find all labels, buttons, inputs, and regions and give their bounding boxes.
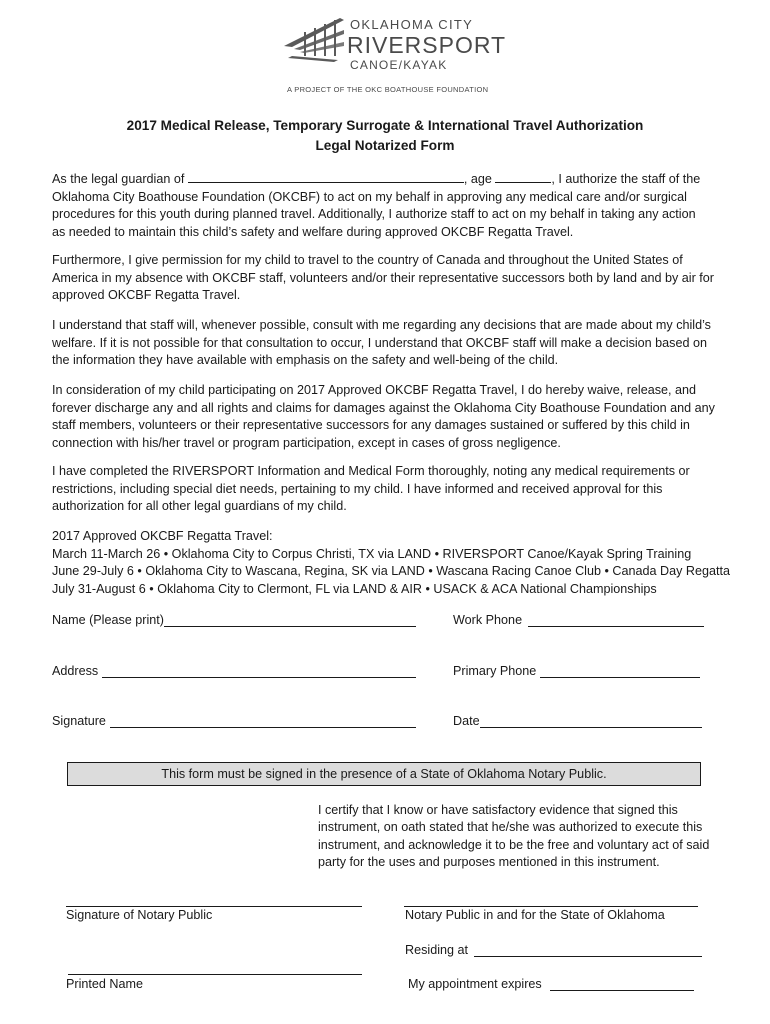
paragraph-line: restrictions, including special diet needs, pertaining to my child. I have informed and received approval for this [52, 481, 663, 496]
date-input-line[interactable] [480, 714, 702, 728]
address-input-line[interactable] [102, 664, 416, 678]
name-label: Name (Please print) [52, 613, 164, 627]
paragraph-staff-consultation [52, 317, 722, 370]
travel-item: June 29-July 6 • Oklahoma City to Wascana, Regina, SK via LAND • Wascana Racing Canoe Club • Canada Day Regatta [52, 564, 730, 579]
notary-certification [318, 802, 738, 872]
text: As the legal guardian of [52, 172, 185, 186]
logo-line-3: CANOE/KAYAK [350, 58, 448, 72]
paragraph-line: I have completed the RIVERSPORT Information and Medical Form thoroughly, noting any medical requirements or [52, 464, 690, 478]
paragraph-line: forever discharge any and all rights and claims for damages against the Oklahoma City Boathouse Foundation and any [52, 400, 715, 415]
residing-at-input-line[interactable] [474, 943, 702, 957]
work-phone-input-line[interactable] [528, 613, 704, 627]
paragraph-line: America in my absence with OKCBF staff, volunteers and/or their representative successors both by land and by air for [52, 270, 714, 285]
form-title: 2017 Medical Release, Temporary Surrogate & International Travel Authorization [126, 118, 644, 133]
address-field [52, 664, 416, 678]
date-field [453, 714, 702, 728]
signature-label: Signature [52, 714, 106, 728]
signature-field [52, 714, 416, 728]
text: , I authorize the staff of the [551, 172, 701, 186]
primary-phone-input-line[interactable] [540, 664, 700, 678]
notary-notice-box: This form must be signed in the presence of a State of Oklahoma Notary Public. [67, 762, 701, 786]
paragraph-line: Furthermore, I give permission for my child to travel to the country of Canada and throughout the United States of [52, 253, 683, 267]
residing-at-field [405, 943, 702, 957]
paragraph-travel-permission [52, 252, 722, 305]
text: , age [463, 172, 492, 186]
paragraph-line: I understand that staff will, whenever possible, consult with me regarding any decisions that are made about my child’s [52, 318, 711, 332]
notary-signature-line[interactable] [66, 906, 362, 907]
notary-state-line[interactable] [404, 906, 698, 907]
logo-line-2: RIVERSPORT [347, 32, 507, 58]
primary-phone-field [453, 664, 700, 678]
paragraph-line: the information they have available with emphasis on the safety and well-being of the child. [52, 353, 559, 368]
riversport-logo [284, 14, 507, 96]
work-phone-field [453, 613, 704, 627]
residing-at-label: Residing at [405, 943, 469, 957]
travel-item: July 31-August 6 • Oklahoma City to Clermont, FL via LAND & AIR • USACK & ACA National Championships [52, 581, 657, 596]
paragraph-line: In consideration of my child participating on 2017 Approved OKCBF Regatta Travel, I do hereby waive, release, and [52, 383, 697, 397]
paragraph-line: staff members, volunteers or their representative successors for any damages sustained or suffered by this child in [52, 418, 690, 433]
travel-schedule [52, 528, 730, 598]
paragraph-waiver [52, 382, 722, 452]
paragraph-medical-form [52, 463, 722, 516]
paddle-wing-icon [284, 16, 346, 62]
paragraph-line: connection with his/her travel or program participation, except in cases of gross negligence. [52, 435, 561, 450]
child-age-blank[interactable] [495, 170, 551, 183]
printed-name-line[interactable] [68, 974, 362, 975]
paragraph-line: approved OKCBF Regatta Travel. [52, 288, 241, 303]
address-label: Address [52, 664, 99, 678]
appointment-expires-field [408, 977, 694, 991]
paragraph-line: authorization for all other legal guardians of my child. [52, 499, 347, 514]
certification-line: I certify that I know or have satisfactory evidence that signed this [318, 803, 678, 817]
printed-name-label: Printed Name [66, 977, 143, 991]
paragraph-guardian-authorization [52, 170, 722, 241]
work-phone-label: Work Phone [453, 613, 523, 627]
guardian-child-name-blank[interactable] [188, 170, 464, 183]
name-field [52, 613, 416, 627]
paragraph-line: procedures for this youth during planned travel. Additionally, I authorize staff to act on my behalf in taking any action [52, 207, 696, 222]
name-input-line[interactable] [164, 613, 416, 627]
travel-heading: 2017 Approved OKCBF Regatta Travel: [52, 529, 273, 543]
paragraph-line: welfare. If it is not possible for that consultation to occur, I understand that OKCBF staff will make a decision based on [52, 335, 707, 350]
notary-signature-label: Signature of Notary Public [66, 908, 213, 922]
paragraph-line: as needed to maintain this child’s safety and welfare during approved OKCBF Regatta Travel. [52, 224, 574, 239]
signature-input-line[interactable] [110, 714, 416, 728]
logo-line-1: OKLAHOMA CITY [350, 17, 474, 32]
paragraph-line: Oklahoma City Boathouse Foundation (OKCBF) to act on my behalf in approving any medical care and/or surgical [52, 189, 687, 204]
appointment-expires-input-line[interactable] [550, 977, 694, 991]
certification-line: instrument, on oath stated that he/she was authorized to execute this [318, 820, 703, 835]
date-label: Date [453, 714, 480, 728]
appointment-expires-label: My appointment expires [408, 977, 542, 991]
paragraph-line [52, 170, 722, 189]
certification-line: party for the uses and purposes mentioned in this instrument. [318, 855, 660, 870]
certification-line: instrument, and acknowledge it to be the free and voluntary act of said [318, 837, 710, 852]
primary-phone-label: Primary Phone [453, 664, 537, 678]
notary-state-label: Notary Public in and for the State of Oklahoma [405, 908, 665, 922]
travel-item: March 11-March 26 • Oklahoma City to Corpus Christi, TX via LAND • RIVERSPORT Canoe/Kayak Spring Training [52, 546, 692, 561]
form-subtitle: Legal Notarized Form [315, 138, 455, 153]
logo-tagline: A PROJECT OF THE OKC BOATHOUSE FOUNDATION [287, 85, 489, 94]
